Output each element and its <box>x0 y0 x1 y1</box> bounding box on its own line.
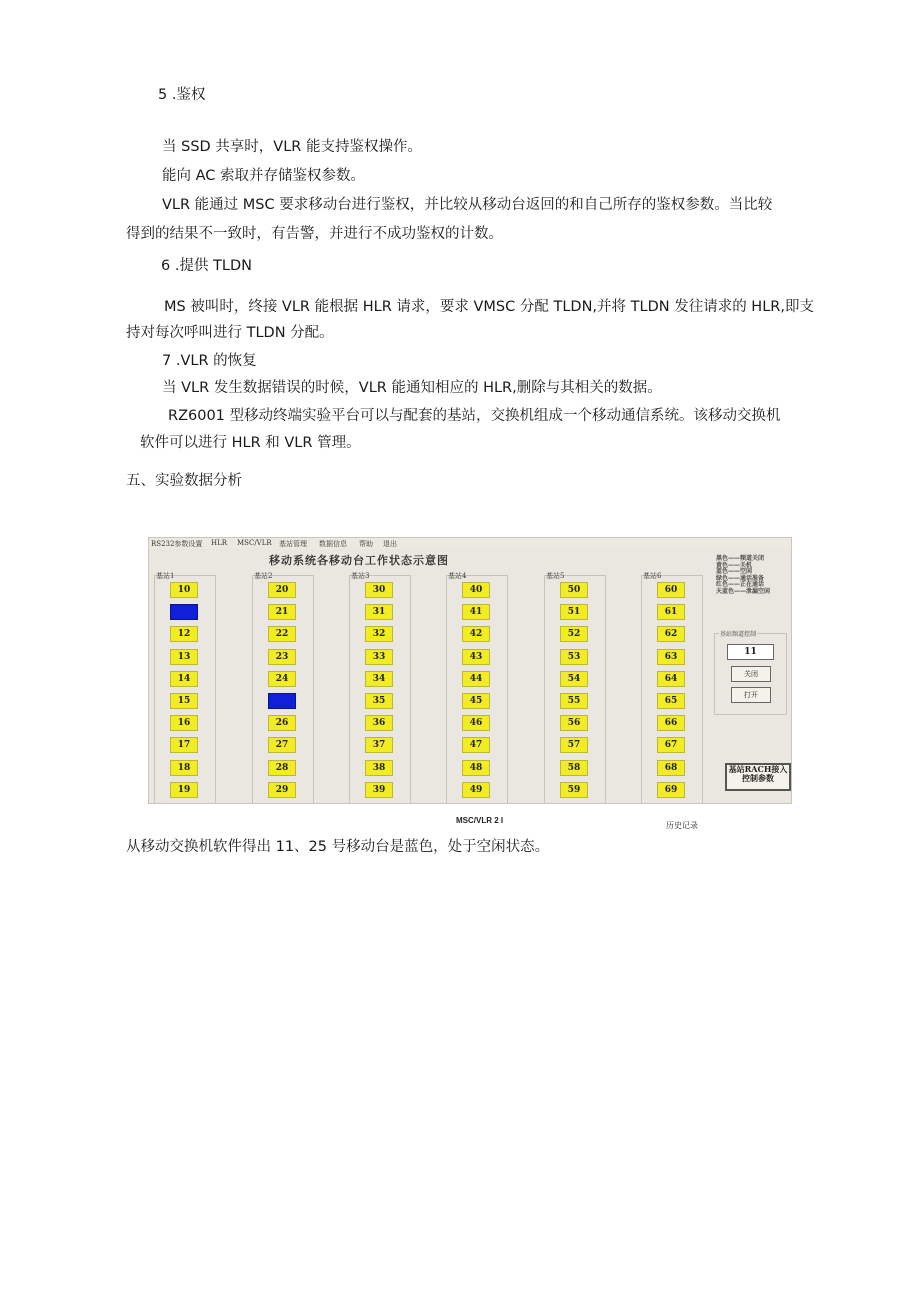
menu-item-rs232[interactable]: RS232参数设置 <box>151 540 203 548</box>
mobile-station-cell[interactable] <box>170 604 198 620</box>
paragraph-line: RZ6001 型移动终端实验平台可以与配套的基站，交换机组成一个移动通信系统。该移动交换机 <box>168 408 781 424</box>
mobile-station-cell[interactable]: 37 <box>365 737 393 753</box>
mobile-station-cell[interactable]: 22 <box>268 626 296 642</box>
mobile-station-cell[interactable]: 42 <box>462 626 490 642</box>
legend-item: 蓝色——空闲 <box>716 568 753 575</box>
mobile-station-cell[interactable]: 35 <box>365 693 393 709</box>
color-legend <box>716 556 770 595</box>
mobile-station-cell[interactable]: 23 <box>268 649 296 665</box>
mobile-station-cell[interactable]: 17 <box>170 737 198 753</box>
open-channel-button[interactable]: 打开 <box>731 687 771 703</box>
mobile-station-cell[interactable] <box>268 693 296 709</box>
channel-control-label: 基站频道控制 <box>720 631 757 638</box>
paragraph-line: 得到的结果不一致时，有告警，并进行不成功鉴权的计数。 <box>126 226 503 242</box>
station-label: 基站3 <box>351 572 370 580</box>
mobile-station-cell[interactable]: 29 <box>268 782 296 798</box>
mobile-station-cell[interactable]: 65 <box>657 693 685 709</box>
mobile-station-cell[interactable]: 12 <box>170 626 198 642</box>
mobile-station-cell[interactable]: 58 <box>560 760 588 776</box>
mobile-station-cell[interactable]: 55 <box>560 693 588 709</box>
mobile-station-cell[interactable]: 31 <box>365 604 393 620</box>
mobile-station-cell[interactable]: 43 <box>462 649 490 665</box>
menu-item-hlr[interactable]: HLR <box>211 539 228 547</box>
mobile-station-cell[interactable]: 39 <box>365 782 393 798</box>
mobile-station-cell[interactable]: 59 <box>560 782 588 798</box>
mobile-station-cell[interactable]: 38 <box>365 760 393 776</box>
section-heading-data-analysis: 五、实验数据分析 <box>126 473 242 489</box>
menu-item-msc-vlr[interactable]: MSC/VLR <box>237 539 272 547</box>
paragraph-line: MS 被叫时，终接 VLR 能根据 HLR 请求，要求 VMSC 分配 TLDN,并将 TLDN 发往请求的 HLR,即支 <box>164 299 814 315</box>
mobile-station-cell[interactable]: 15 <box>170 693 198 709</box>
paragraph-line: 当 SSD 共享时，VLR 能支持鉴权操作。 <box>162 139 422 155</box>
mobile-station-cell[interactable]: 51 <box>560 604 588 620</box>
mobile-station-cell[interactable]: 34 <box>365 671 393 687</box>
mobile-station-cell[interactable]: 20 <box>268 582 296 598</box>
mobile-station-cell[interactable]: 57 <box>560 737 588 753</box>
legend-item: 绿色——通话准备 <box>716 574 765 582</box>
mobile-station-cell[interactable]: 13 <box>170 649 198 665</box>
mobile-station-cell[interactable]: 54 <box>560 671 588 687</box>
legend-item: 天蓝色——泄漏空闲 <box>716 587 771 595</box>
mobile-station-cell[interactable]: 48 <box>462 760 490 776</box>
mobile-station-cell[interactable]: 24 <box>268 671 296 687</box>
mobile-station-cell[interactable]: 53 <box>560 649 588 665</box>
mobile-station-cell[interactable]: 18 <box>170 760 198 776</box>
mobile-station-cell[interactable]: 67 <box>657 737 685 753</box>
mobile-station-cell[interactable]: 64 <box>657 671 685 687</box>
channel-control-group <box>714 633 787 715</box>
close-channel-button[interactable]: 关闭 <box>731 666 771 682</box>
mobile-station-cell[interactable]: 62 <box>657 626 685 642</box>
mobile-station-cell[interactable]: 28 <box>268 760 296 776</box>
menu-item-base-station[interactable]: 基站管理 <box>279 540 307 548</box>
mobile-station-cell[interactable]: 21 <box>268 604 296 620</box>
mobile-station-cell[interactable]: 40 <box>462 582 490 598</box>
mobile-station-cell[interactable]: 50 <box>560 582 588 598</box>
heading-authentication: 5 .鉴权 <box>158 87 206 103</box>
mobile-station-cell[interactable]: 32 <box>365 626 393 642</box>
mobile-station-cell[interactable]: 52 <box>560 626 588 642</box>
mobile-station-cell[interactable]: 41 <box>462 604 490 620</box>
paragraph-line: 软件可以进行 HLR 和 VLR 管理。 <box>140 435 361 451</box>
mobile-station-cell[interactable]: 10 <box>170 582 198 598</box>
heading-vlr-recovery: 7 .VLR 的恢复 <box>162 353 257 369</box>
station-label: 基站1 <box>156 572 175 580</box>
mobile-station-cell[interactable]: 61 <box>657 604 685 620</box>
legend-item: 黄色——关机 <box>716 561 753 569</box>
legend-item: 黑色——频道关闭 <box>716 555 765 562</box>
heading-tldn: 6 .提供 TLDN <box>161 258 253 274</box>
mobile-station-cell[interactable]: 19 <box>170 782 198 798</box>
mobile-station-cell[interactable]: 27 <box>268 737 296 753</box>
paragraph-line: 持对每次呼叫进行 TLDN 分配。 <box>126 325 334 341</box>
mobile-station-cell[interactable]: 47 <box>462 737 490 753</box>
mobile-station-cell[interactable]: 69 <box>657 782 685 798</box>
mobile-station-cell[interactable]: 45 <box>462 693 490 709</box>
channel-number-input[interactable]: 11 <box>727 644 774 660</box>
paragraph-line: 能向 AC 索取并存储鉴权参数。 <box>162 168 366 184</box>
mobile-station-cell[interactable]: 68 <box>657 760 685 776</box>
legend-item: 红色——正在通话 <box>716 581 765 588</box>
station-label: 基站4 <box>448 572 467 580</box>
mobile-station-cell[interactable]: 60 <box>657 582 685 598</box>
paragraph-line: VLR 能通过 MSC 要求移动台进行鉴权，并比较从移动台返回的和自己所存的鉴权参数。当比较 <box>162 197 773 213</box>
mobile-station-cell[interactable]: 66 <box>657 715 685 731</box>
mobile-station-cell[interactable]: 44 <box>462 671 490 687</box>
mobile-station-cell[interactable]: 33 <box>365 649 393 665</box>
mobile-station-cell[interactable]: 16 <box>170 715 198 731</box>
caption-right: 历史记录 <box>666 821 698 830</box>
menu-bar <box>149 538 791 549</box>
menu-item-exit[interactable]: 退出 <box>383 540 397 548</box>
menu-item-data-info[interactable]: 数据信息 <box>319 540 347 548</box>
mobile-station-cell[interactable]: 26 <box>268 715 296 731</box>
mobile-station-cell[interactable]: 56 <box>560 715 588 731</box>
station-label: 基站5 <box>546 572 565 580</box>
panel-title: 移动系统各移动台工作状态示意图 <box>269 554 449 567</box>
rach-control-button[interactable]: 基站RACH接入控制参数 <box>725 763 791 791</box>
mobile-station-cell[interactable]: 30 <box>365 582 393 598</box>
switch-software-screenshot <box>148 537 792 804</box>
menu-item-help[interactable]: 帮助 <box>359 540 373 548</box>
conclusion-paragraph: 从移动交换机软件得出 11、25 号移动台是蓝色，处于空闲状态。 <box>126 839 550 855</box>
mobile-station-cell[interactable]: 63 <box>657 649 685 665</box>
mobile-station-cell[interactable]: 49 <box>462 782 490 798</box>
caption-left: MSC/VLR 2 I <box>456 816 504 825</box>
mobile-station-cell[interactable]: 46 <box>462 715 490 731</box>
mobile-station-cell[interactable]: 14 <box>170 671 198 687</box>
paragraph-line: 当 VLR 发生数据错误的时候，VLR 能通知相应的 HLR,删除与其相关的数据。 <box>162 380 662 396</box>
station-label: 基站2 <box>254 572 273 580</box>
station-label: 基站6 <box>643 572 662 580</box>
mobile-station-cell[interactable]: 36 <box>365 715 393 731</box>
